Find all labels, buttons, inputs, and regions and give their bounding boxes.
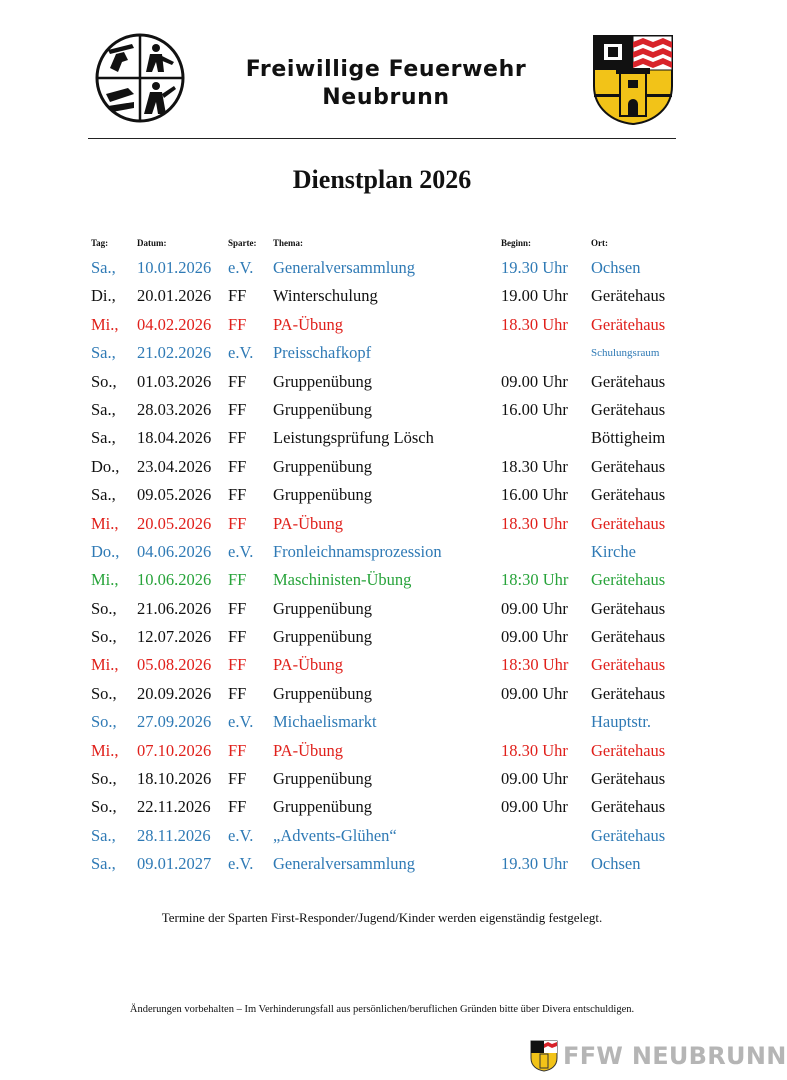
table-row [0,311,764,339]
header-datum: Datum: [137,238,167,248]
cell-tag: Sa., [91,343,116,363]
cell-tag: Mi., [91,570,119,590]
cell-sparte: FF [228,314,247,334]
cell-beginn: 09.00 Uhr [501,371,568,391]
cell-datum: 20.01.2026 [137,286,212,306]
cell-ort: Gerätehaus [591,797,666,817]
organization-title-line2: Neubrunn [322,85,450,110]
cell-tag: Sa., [91,428,116,448]
cell-tag: So., [91,769,117,789]
cell-tag: Mi., [91,655,119,675]
cell-sparte: FF [228,513,247,533]
table-row [0,339,764,367]
cell-datum: 27.09.2026 [137,712,212,732]
cell-ort: Böttigheim [591,428,666,448]
cell-tag: Sa., [91,485,116,505]
cell-thema: Maschinisten-Übung [273,570,412,590]
cell-tag: Sa., [91,854,116,874]
cell-thema: Gruppenübung [273,797,372,817]
cell-thema: PA-Übung [273,314,343,334]
cell-tag: Sa., [91,825,116,845]
cell-thema: Gruppenübung [273,399,372,419]
cell-thema: PA-Übung [273,513,343,533]
cell-datum: 18.10.2026 [137,769,212,789]
cell-datum: 07.10.2026 [137,740,212,760]
cell-datum: 20.05.2026 [137,513,212,533]
table-row [0,396,764,424]
cell-sparte: FF [228,428,247,448]
cell-beginn: 19.30 Uhr [501,258,568,277]
table-row [0,368,764,396]
table-row [0,822,764,850]
table-row [0,850,764,878]
cell-beginn: 18.30 Uhr [501,513,568,533]
cell-ort: Gerätehaus [591,769,666,789]
cell-tag: Mi., [91,513,119,533]
cell-ort: Schulungsraum [591,347,660,360]
table-row [0,510,764,538]
cell-beginn: 09.00 Uhr [501,769,568,789]
cell-tag: Di., [91,286,116,306]
cell-datum: 01.03.2026 [137,371,212,391]
cell-beginn: 18:30 Uhr [501,655,569,675]
table-row [0,481,764,509]
header-tag: Tag: [91,238,109,248]
cell-sparte: e.V. [228,854,254,874]
cell-tag: So., [91,598,117,618]
cell-thema: Gruppenübung [273,456,372,476]
cell-datum: 22.11.2026 [137,797,211,817]
header-beginn: Beginn: [501,238,532,248]
table-row [0,595,764,623]
cell-datum: 10.06.2026 [137,570,212,590]
cell-sparte: e.V. [228,541,254,561]
cell-tag: Do., [91,541,120,561]
cell-sparte: FF [228,371,247,391]
cell-thema: Preisschafkopf [273,343,372,363]
header-thema: Thema: [273,238,303,248]
cell-thema: PA-Übung [273,655,343,675]
cell-tag: So., [91,627,117,647]
cell-beginn: 09.00 Uhr [501,627,568,647]
cell-datum: 28.11.2026 [137,825,211,845]
neubrunn-coat-of-arms-icon [530,1040,558,1072]
table-row [0,282,764,310]
cell-sparte: e.V. [228,825,254,845]
cell-beginn: 19.30 Uhr [501,854,568,874]
organization-title [200,56,572,112]
cell-tag: Sa., [91,399,116,419]
table-row [0,765,764,793]
organization-title-line1: Freiwillige Feuerwehr [245,57,527,82]
cell-thema: „Advents-Glühen“ [273,825,397,845]
cell-beginn: 16.00 Uhr [501,399,568,419]
cell-tag: So., [91,712,117,732]
table-row [0,623,764,651]
brand-text: FFW NEUBRUNN [563,1042,787,1070]
cell-sparte: FF [228,655,247,675]
neubrunn-coat-of-arms-icon [592,34,674,126]
cell-sparte: FF [228,456,247,476]
header-divider [88,138,676,139]
header-ort: Ort: [591,238,608,248]
cell-thema: Winterschulung [273,286,378,306]
cell-tag: So., [91,683,117,703]
cell-sparte: FF [228,570,247,590]
cell-sparte: FF [228,797,247,817]
cell-datum: 21.02.2026 [137,343,212,363]
cell-ort: Ochsen [591,854,641,874]
cell-beginn: 18.30 Uhr [501,314,568,334]
cell-beginn: 09.00 Uhr [501,598,568,618]
cell-ort: Gerätehaus [591,683,666,703]
cell-thema: Michaelismarkt [273,712,377,732]
firefighter-emblem-icon [94,32,186,124]
cell-datum: 04.06.2026 [137,541,212,561]
cell-ort: Gerätehaus [591,825,666,845]
schedule-table [0,254,764,879]
cell-ort: Gerätehaus [591,627,666,647]
cell-ort: Gerätehaus [591,456,666,476]
cell-tag: Do., [91,456,120,476]
cell-datum: 09.01.2027 [137,854,212,874]
cell-ort: Gerätehaus [591,371,666,391]
cell-beginn: 09.00 Uhr [501,797,568,817]
cell-ort: Gerätehaus [591,570,666,590]
cell-sparte: FF [228,769,247,789]
cell-beginn: 18.30 Uhr [501,740,568,760]
cell-sparte: FF [228,740,247,760]
cell-datum: 10.01.2026 [137,258,212,277]
cell-datum: 09.05.2026 [137,485,212,505]
cell-ort: Gerätehaus [591,513,666,533]
cell-tag: So., [91,371,117,391]
cell-tag: Sa., [91,258,116,277]
cell-thema: Gruppenübung [273,371,372,391]
table-row [0,708,764,736]
sparten-note: Termine der Sparten First-Responder/Jugend/Kinder werden eigenständig festgelegt. [161,910,603,925]
cell-datum: 20.09.2026 [137,683,212,703]
cell-ort: Gerätehaus [591,655,666,675]
cell-tag: Mi., [91,740,119,760]
cell-ort: Gerätehaus [591,598,666,618]
cell-beginn: 18:30 Uhr [501,570,569,590]
cell-ort: Kirche [591,541,636,561]
cell-thema: Generalversammlung [273,258,416,277]
cell-ort: Gerätehaus [591,399,666,419]
footnote: Änderungen vorbehalten – Im Verhinderungsfall aus persönlichen/beruflichen Gründen bitte über Divera entschuldigen. [129,1004,635,1015]
table-row [0,651,764,679]
cell-thema: Leistungsprüfung Lösch [273,428,434,448]
cell-thema: Gruppenübung [273,683,372,703]
page-title: Dienstplan 2026 [292,165,472,194]
cell-beginn: 09.00 Uhr [501,683,568,703]
cell-datum: 21.06.2026 [137,598,212,618]
cell-sparte: FF [228,485,247,505]
cell-ort: Gerätehaus [591,286,666,306]
cell-thema: PA-Übung [273,740,343,760]
cell-sparte: FF [228,399,247,419]
header-sparte: Sparte: [228,238,257,248]
cell-datum: 23.04.2026 [137,456,212,476]
cell-ort: Gerätehaus [591,314,666,334]
brand-logo [530,1040,787,1074]
table-row [0,424,764,452]
cell-thema: Fronleichnamsprozession [273,541,442,561]
table-row [0,453,764,481]
cell-ort: Hauptstr. [591,712,652,732]
cell-ort: Ochsen [591,258,641,277]
cell-sparte: e.V. [228,712,254,732]
cell-beginn: 18.30 Uhr [501,456,568,476]
table-row [0,538,764,566]
table-row [0,793,764,821]
cell-tag: So., [91,797,117,817]
cell-thema: Gruppenübung [273,627,372,647]
cell-sparte: FF [228,286,247,306]
cell-sparte: e.V. [228,343,254,363]
cell-datum: 05.08.2026 [137,655,212,675]
cell-thema: Gruppenübung [273,769,372,789]
cell-thema: Gruppenübung [273,598,372,618]
table-row [0,680,764,708]
cell-sparte: FF [228,683,247,703]
cell-datum: 18.04.2026 [137,428,212,448]
cell-sparte: FF [228,598,247,618]
table-row [0,566,764,594]
cell-sparte: FF [228,627,247,647]
cell-thema: Gruppenübung [273,485,372,505]
table-row [0,737,764,765]
cell-datum: 28.03.2026 [137,399,212,419]
cell-ort: Gerätehaus [591,485,666,505]
cell-thema: Generalversammlung [273,854,416,874]
cell-sparte: e.V. [228,258,254,277]
cell-beginn: 16.00 Uhr [501,485,568,505]
table-header [0,238,764,252]
cell-datum: 12.07.2026 [137,627,212,647]
cell-tag: Mi., [91,314,119,334]
cell-beginn: 19.00 Uhr [501,286,568,306]
cell-ort: Gerätehaus [591,740,666,760]
cell-datum: 04.02.2026 [137,314,212,334]
table-row [0,254,764,282]
